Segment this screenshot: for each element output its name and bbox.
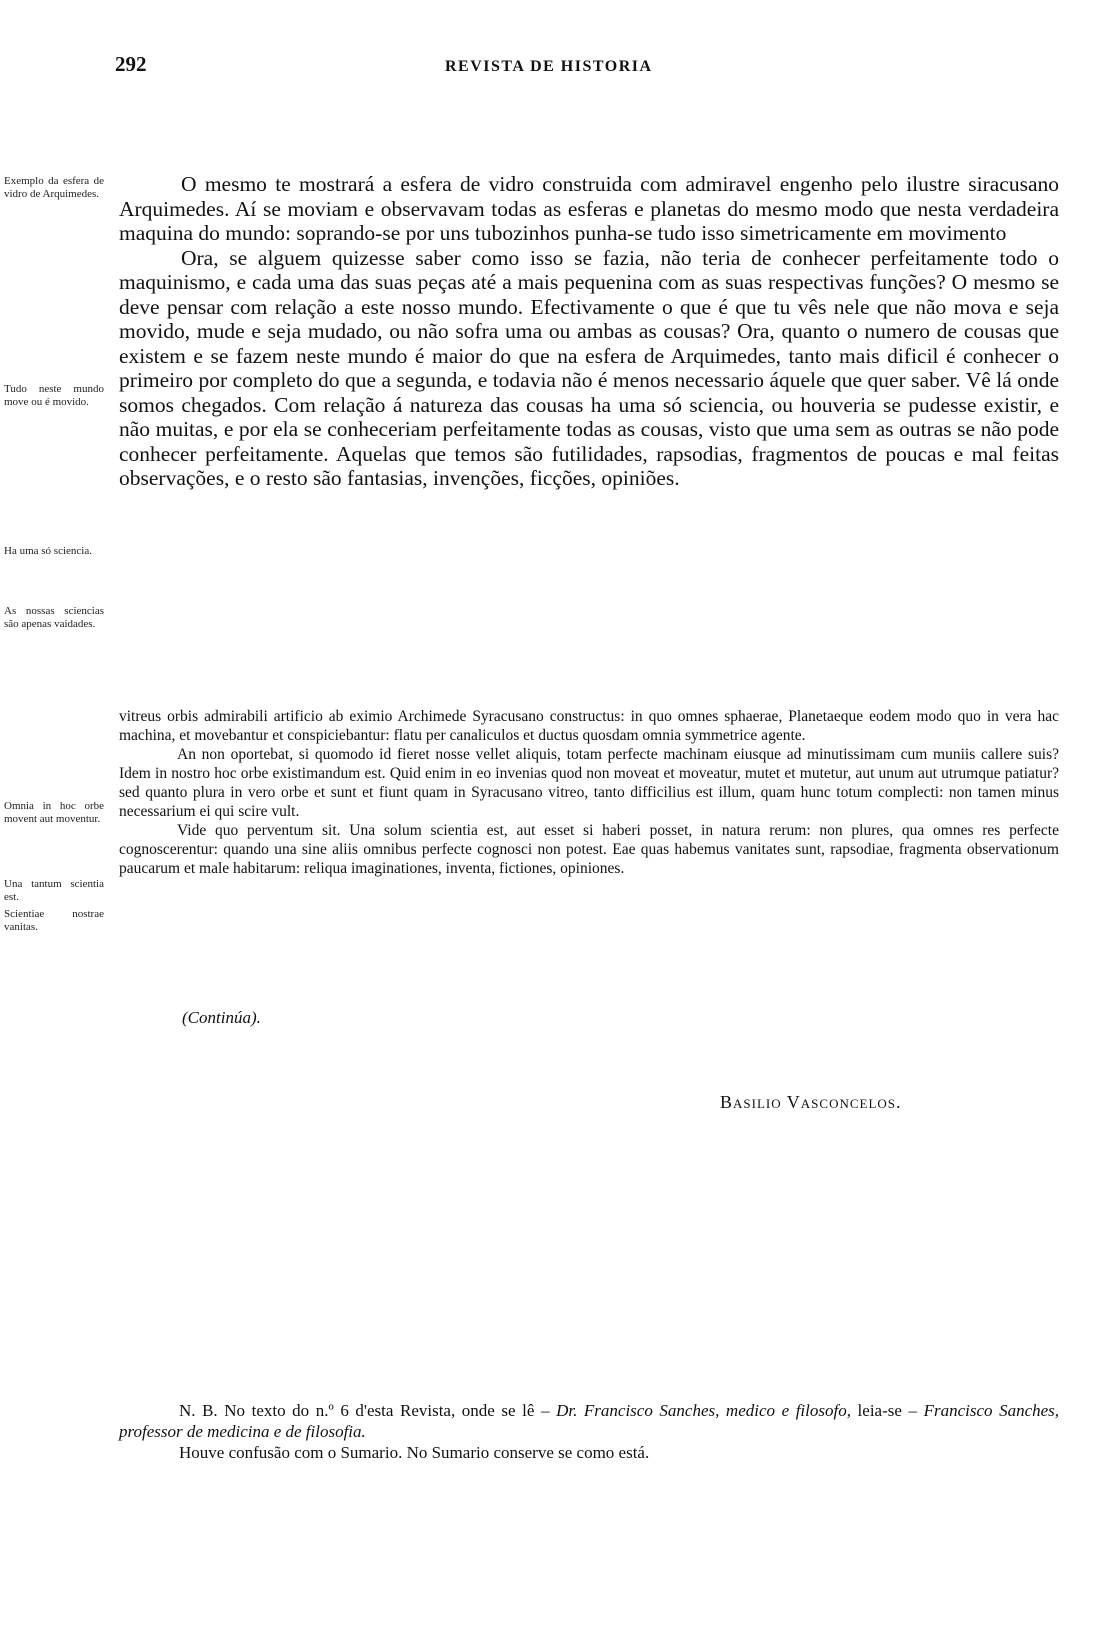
note-line: Houve confusão com o Sumario. No Sumario conserve se como está. <box>179 1443 650 1462</box>
main-paragraph: O mesmo te mostrará a esfera de vidro construida com admiravel engenho pelo ilustre siracusano Arquimedes. Aí se moviam e observavam todas as esferas e planetas do mesmo modo que nesta verdadeira maquina do mundo: soprando-se por uns tubozinhos punha-se tudo isso simetricamente em movimento <box>119 172 1059 245</box>
note-line <box>119 1400 1059 1442</box>
margin-note: Exemplo da esfera de vidro de Arquimedes. <box>4 175 104 200</box>
author-signature: Basilio Vasconcelos. <box>720 1092 902 1112</box>
latin-paragraph: vitreus orbis admirabili artificio ab eximio Archimede Syracusano constructus: in quo omnes sphaerae, Planetaeque eodem modo quo in vera hac machina, et movebantur et conspiciebantur: flatu per canaliculos et ductus quosdam omnia symmetrice agente. <box>119 708 1059 744</box>
latin-footnote-text <box>119 707 1059 878</box>
editorial-note <box>119 1400 1059 1463</box>
page-header <box>115 52 1075 82</box>
note-text: leia-se – <box>857 1401 917 1420</box>
main-paragraph: Ora, se alguem quizesse saber como isso se fazia, não teria de conhecer perfeitamente todo o maquinismo, e cada uma das suas peças até a mais pequenina com as suas respectivas funções? O mesmo se deve pensar com relação a este nosso mundo. Efectivamente o que é que tu vês nele que não mova e seja movido, mude e seja mudado, ou não sofra uma ou ambas as cousas? Ora, quanto o numero de cousas que existem e se fazem neste mundo é maior do que na esfera de Arquimedes, tanto mais dificil é conhecer o primeiro por completo do que a segunda, e todavia não é menos necessario áquele que quer saber. Vê lá onde somos chegados. Com relação á natureza das cousas ha uma só sciencia, ou houveria se pudesse existir, e não muitas, e por ela se conheceriam perfeitamente todas as cousas, visto que uma sem as outras se não pode conhecer perfeitamente. Aquelas que temos são futilidades, rapsodias, fragmentos de poucas e mal feitas observações, e o resto são fantasias, invenções, ficções, opiniões. <box>119 245 1059 490</box>
margin-note: As nossas sciencias são apenas vaidades. <box>4 605 104 630</box>
margin-note: Ha uma só sciencia. <box>4 545 92 557</box>
margin-note: Omnia in hoc orbe movent aut moventur. <box>4 800 104 825</box>
latin-paragraph: Vide quo perventum sit. Una solum scientia est, aut esset si haberi posset, in natura rerum: non plures, qua omnes res perfecte cognoscerentur: quando una sine aliis omnibus perfecte cognosci non potest. Eae quas habemus vanitates sunt, rapsodiae, fragmenta observationum paucarum et male habitarum: reliqua imaginationes, inventa, fictiones, opiniones. <box>119 822 1059 877</box>
note-text: No texto do n.º 6 d'esta Revista, onde se lê – <box>224 1401 550 1420</box>
main-text <box>119 172 1059 491</box>
note-lead: N. B. <box>179 1401 218 1420</box>
margin-note: Una tantum scientia est. <box>4 878 104 903</box>
latin-paragraph: An non oportebat, si quomodo id fieret nosse vellet aliquis, totam perfecte machinam eiusque ad minutissimam cum muniis callere suis? Idem in nostro hoc orbe existimandum est. Quid enim in eo invenias quod non moveat et moveatur, mutet et mutetur, aut unum aut utrumque patiatur? sed quanto plura in vero orbe et sunt et fiunt quam in Syracusano vitreo, tanto difficilius est illum, quam hunc totum complecti: non tamen minus necessarium ei qui scire vult. <box>119 746 1059 820</box>
margin-note: Tudo neste mundo move ou é movido. <box>4 383 104 408</box>
page-number: 292 <box>115 52 147 76</box>
running-head: REVISTA DE HISTORIA <box>445 58 653 75</box>
continued-note: (Continúa). <box>182 1008 261 1027</box>
note-italic: Francisco Sanches, professor de medicina e de filosofia. <box>119 1401 1060 1441</box>
note-italic: Dr. Francisco Sanches, medico e filosofo, <box>556 1401 851 1420</box>
margin-note: Scientiae nostrae vanitas. <box>4 908 104 933</box>
